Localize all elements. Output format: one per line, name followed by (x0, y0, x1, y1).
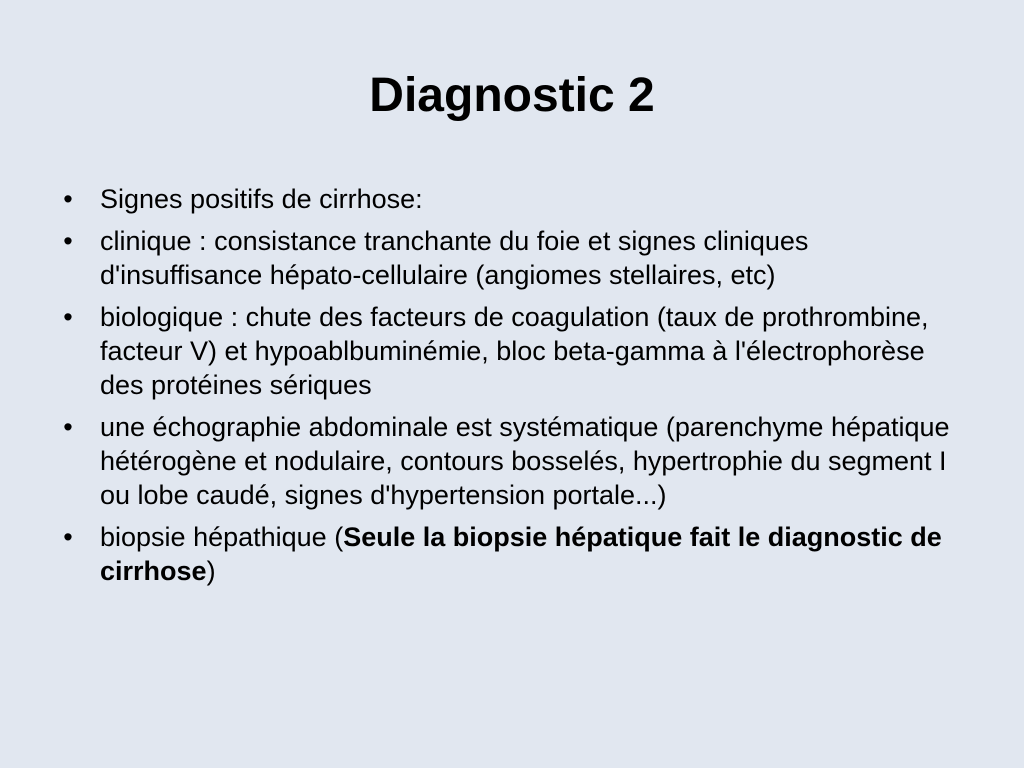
bullet-dot-icon: • (63, 412, 73, 442)
bullet-text (100, 522, 942, 586)
bullet-dot-icon: • (63, 184, 73, 214)
bullet-text-emphasis: Seule la biopsie hépatique fait le diagnostic de cirrhose (100, 522, 942, 586)
bullet-item-echographie (58, 410, 958, 512)
bullet-item-clinique (58, 224, 958, 292)
bullet-text-suffix: ) (206, 556, 216, 586)
bullet-item-biopsie (58, 520, 958, 588)
bullet-dot-icon: • (63, 522, 73, 552)
bullet-text: Signes positifs de cirrhose: (100, 184, 423, 214)
bullet-item-signes-positifs (58, 182, 958, 216)
bullet-item-biologique (58, 300, 958, 402)
bullet-text: clinique : consistance tranchante du foie et signes cliniques d'insuffisance hépato-cellulaire (angiomes stellaires, etc) (100, 226, 809, 290)
bullet-text-prefix: biopsie hépathique ( (100, 522, 344, 552)
bullet-text: une échographie abdominale est systématique (parenchyme hépatique hétérogène et nodulaire, contours bosselés, hypertrophie du segment I ou lobe caudé, signes d'hypertension portale...) (100, 412, 950, 510)
bullet-list (58, 182, 958, 596)
slide-title: Diagnostic 2 (369, 69, 655, 122)
bullet-text: biologique : chute des facteurs de coagulation (taux de prothrombine, facteur V) et hypoablbuminémie, bloc beta-gamma à l'électrophorèse des protéines sériques (100, 302, 929, 400)
bullet-dot-icon: • (63, 302, 73, 332)
bullet-dot-icon: • (63, 226, 73, 256)
